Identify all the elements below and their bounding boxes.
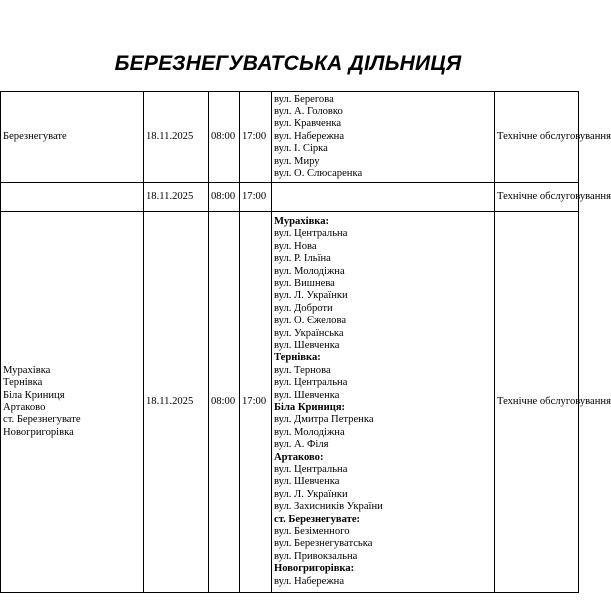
- table-row: [1, 212, 579, 593]
- street-name: вул. Центральна: [274, 228, 348, 240]
- streets-cell: [272, 183, 495, 212]
- street-name: вул. Шевченка: [274, 389, 340, 401]
- streets-cell: [272, 92, 495, 183]
- street-name: вул. О. Єжелова: [274, 315, 347, 327]
- settlement-name: Артаково: [3, 402, 46, 413]
- street-name: вул. Березнегуватська: [274, 538, 373, 550]
- settlement-name: Новогригорівка: [3, 426, 74, 438]
- street-name: вул. Тернова: [274, 364, 331, 376]
- street-name: вул. Доброти: [274, 302, 333, 314]
- start-time-cell: 08:00: [209, 212, 240, 593]
- street-name: вул. Шевченка: [274, 339, 340, 351]
- settlement-heading: ст. Березнегувате:: [274, 513, 361, 525]
- street-name: вул. Берегова: [274, 93, 334, 105]
- street-name: вул. Нова: [274, 240, 317, 252]
- settlement-name: Березнегувате: [3, 130, 67, 142]
- street-name: вул. Р. Ільїна: [274, 253, 331, 265]
- page-title: БЕРЕЗНЕГУВАТСЬКА ДІЛЬНИЦЯ: [114, 52, 462, 75]
- settlement-heading: Мурахівка:: [274, 215, 330, 227]
- settlement-cell: [1, 212, 144, 593]
- settlement-heading: Артаково:: [274, 451, 324, 463]
- street-name: вул. Кравченка: [274, 118, 342, 130]
- end-time-cell: 17:00: [240, 92, 272, 183]
- settlement-name: ст. Березнегувате: [3, 414, 81, 426]
- street-name: вул. Миру: [274, 155, 320, 167]
- settlement-cell: [1, 92, 144, 183]
- settlement-heading: Тернівка:: [274, 352, 321, 364]
- street-name: вул. І. Сірка: [274, 143, 328, 155]
- street-name: вул. Молодіжна: [274, 265, 345, 277]
- street-name: вул. А. Головко: [274, 105, 343, 117]
- end-time-cell: 17:00: [240, 183, 272, 212]
- table-body: [1, 92, 611, 593]
- street-name: вул. Дмитра Петренка: [274, 414, 374, 426]
- street-name: вул. Привокзальна: [274, 550, 358, 562]
- street-name: вул. Українська: [274, 327, 344, 339]
- settlement-name: Біла Криниця: [3, 389, 65, 401]
- settlement-name: Мурахівка: [3, 364, 51, 376]
- end-time-cell: 17:00: [240, 212, 272, 593]
- street-name: вул. Набережна: [274, 575, 345, 587]
- street-name: вул. Л. Українки: [274, 290, 348, 302]
- settlement-cell: [1, 183, 144, 212]
- date-cell: 18.11.2025: [144, 92, 209, 183]
- street-name: вул. Безіменного: [274, 526, 350, 538]
- streets-cell: [272, 212, 495, 593]
- start-time-cell: 08:00: [209, 92, 240, 183]
- street-name: вул. Вишнева: [274, 277, 335, 289]
- date-cell: 18.11.2025: [144, 212, 209, 593]
- work-type-cell: Технічне обслуговування: [495, 183, 579, 212]
- street-name: вул. Л. Українки: [274, 488, 348, 500]
- table-row: [1, 92, 579, 183]
- street-name: вул. Центральна: [274, 464, 348, 476]
- settlement-heading: Біла Криниця:: [274, 402, 346, 413]
- street-name: вул. Центральна: [274, 377, 348, 389]
- street-name: вул. Молодіжна: [274, 426, 345, 438]
- street-name: вул. Шевченка: [274, 476, 340, 488]
- street-name: вул. А. Філя: [274, 439, 329, 451]
- date-cell: 18.11.2025: [144, 183, 209, 212]
- work-type-cell: Технічне обслуговування: [495, 92, 579, 183]
- settlement-name: Тернівка: [3, 377, 43, 389]
- settlement-heading: Новогригорівка:: [274, 563, 355, 575]
- work-type-cell: Технічне обслуговування: [495, 212, 579, 593]
- street-name: вул. Захисників України: [274, 501, 383, 513]
- start-time-cell: 08:00: [209, 183, 240, 212]
- street-name: вул. О. Слюсаренка: [274, 168, 363, 180]
- street-name: вул. Набережна: [274, 130, 345, 142]
- outage-schedule-table: [0, 91, 611, 593]
- table-row: [1, 183, 579, 212]
